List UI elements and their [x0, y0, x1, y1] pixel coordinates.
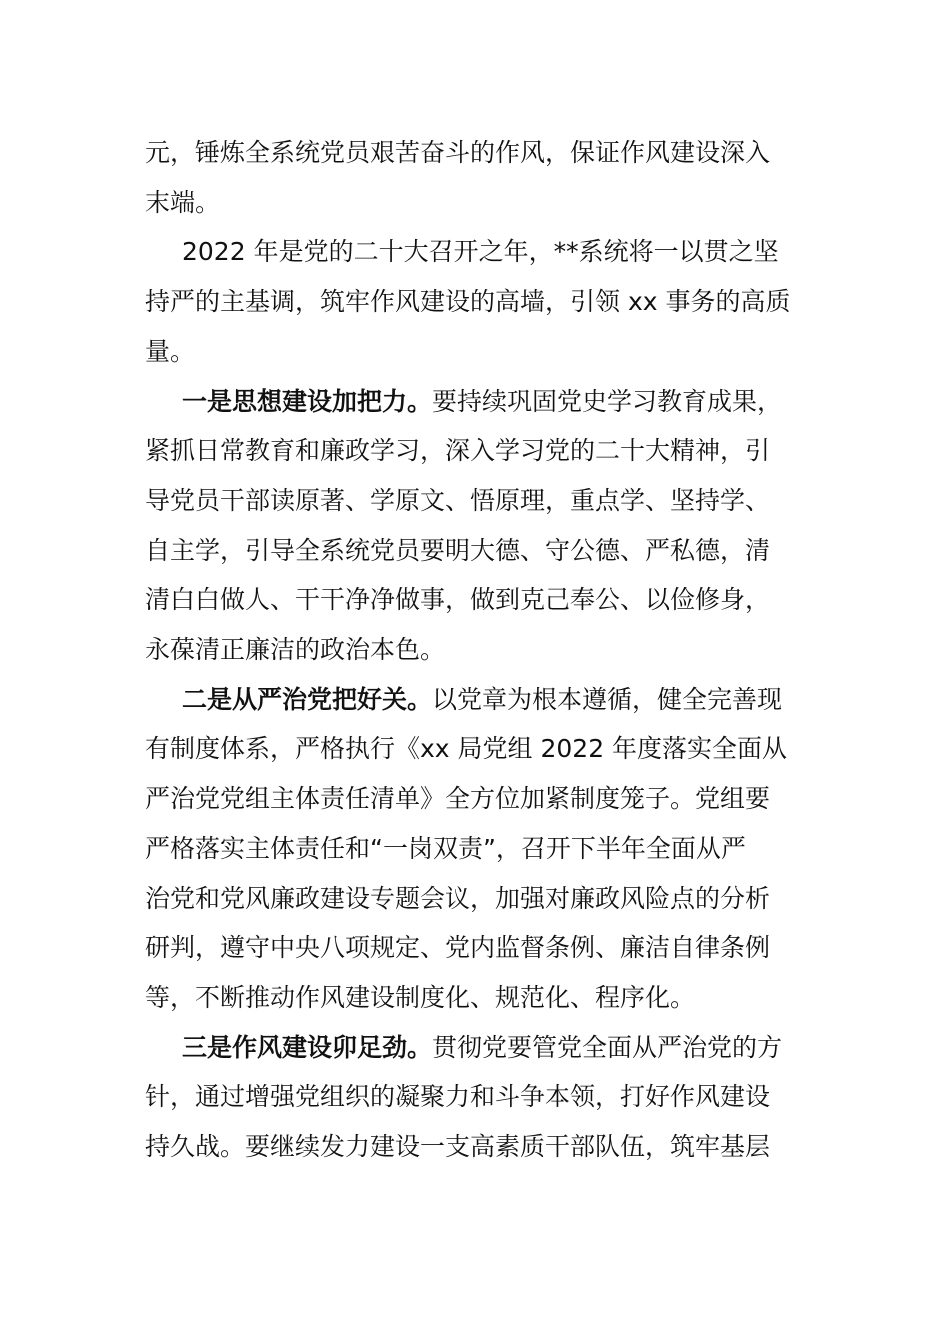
paragraph-1	[145, 128, 805, 227]
text-line: 持久战。要继续发力建设一支高素质干部队伍，筑牢基层	[145, 1132, 771, 1162]
text-line-rest: 要持续巩固党史学习教育成果，	[432, 386, 783, 416]
text-line	[145, 1023, 805, 1073]
text-line: 紧抓日常教育和廉政学习，深入学习党的二十大精神，引	[145, 436, 771, 466]
text-line: 元，锤炼全系统党员艰苦奋斗的作风，保证作风建设深入	[145, 138, 771, 167]
paragraph-2	[145, 227, 805, 376]
text-line	[145, 377, 805, 427]
text-line: 永葆清正廉洁的政治本色。	[145, 635, 446, 665]
text-line: 末端。	[145, 187, 221, 217]
text-line: 研判，遵守中央八项规定、党内监督条例、廉洁自律条例	[145, 933, 771, 963]
paragraph-lead: 三是作风建设卯足劲。	[182, 1032, 433, 1062]
paragraph-3	[145, 377, 805, 675]
paragraph-5	[145, 1023, 805, 1172]
text-line: 等，不断推动作风建设制度化、规范化、程序化。	[145, 982, 696, 1012]
text-line: 严治党党组主体责任清单》全方位加紧制度笼子。党组要	[145, 784, 771, 814]
text-line: 自主学，引导全系统党员要明大德、守公德、严私德，清	[145, 535, 771, 565]
paragraph-4	[145, 675, 805, 1023]
text-line-rest: 以党章为根本遵循，健全完善现	[432, 684, 783, 714]
text-line: 治党和党风廉政建设专题会议，加强对廉政风险点的分析	[145, 883, 771, 913]
text-line: 导党员干部读原著、学原文、悟原理，重点学、坚持学、	[145, 485, 771, 515]
text-line: 清白白做人、干干净净做事，做到克己奉公、以俭修身，	[145, 585, 771, 615]
text-line: 有制度体系，严格执行《xx 局党组 2022 年度落实全面从	[145, 734, 788, 764]
text-line: 2022 年是党的二十大召开之年，**系统将一以贯之坚	[182, 237, 779, 267]
paragraph-lead: 一是思想建设加把力。	[182, 386, 433, 416]
text-line	[145, 675, 805, 725]
text-line-rest: 贯彻党要管党全面从严治党的方	[432, 1032, 783, 1062]
text-line: 严格落实主体责任和“一岗双责”，召开下半年全面从严	[145, 833, 746, 863]
text-line: 针，通过增强党组织的凝聚力和斗争本领，打好作风建设	[145, 1082, 771, 1112]
document-body	[145, 128, 805, 1172]
text-line: 量。	[145, 336, 196, 366]
paragraph-lead: 二是从严治党把好关。	[182, 684, 433, 714]
text-line: 持严的主基调，筑牢作风建设的高墙，引领 xx 事务的高质	[145, 287, 791, 317]
